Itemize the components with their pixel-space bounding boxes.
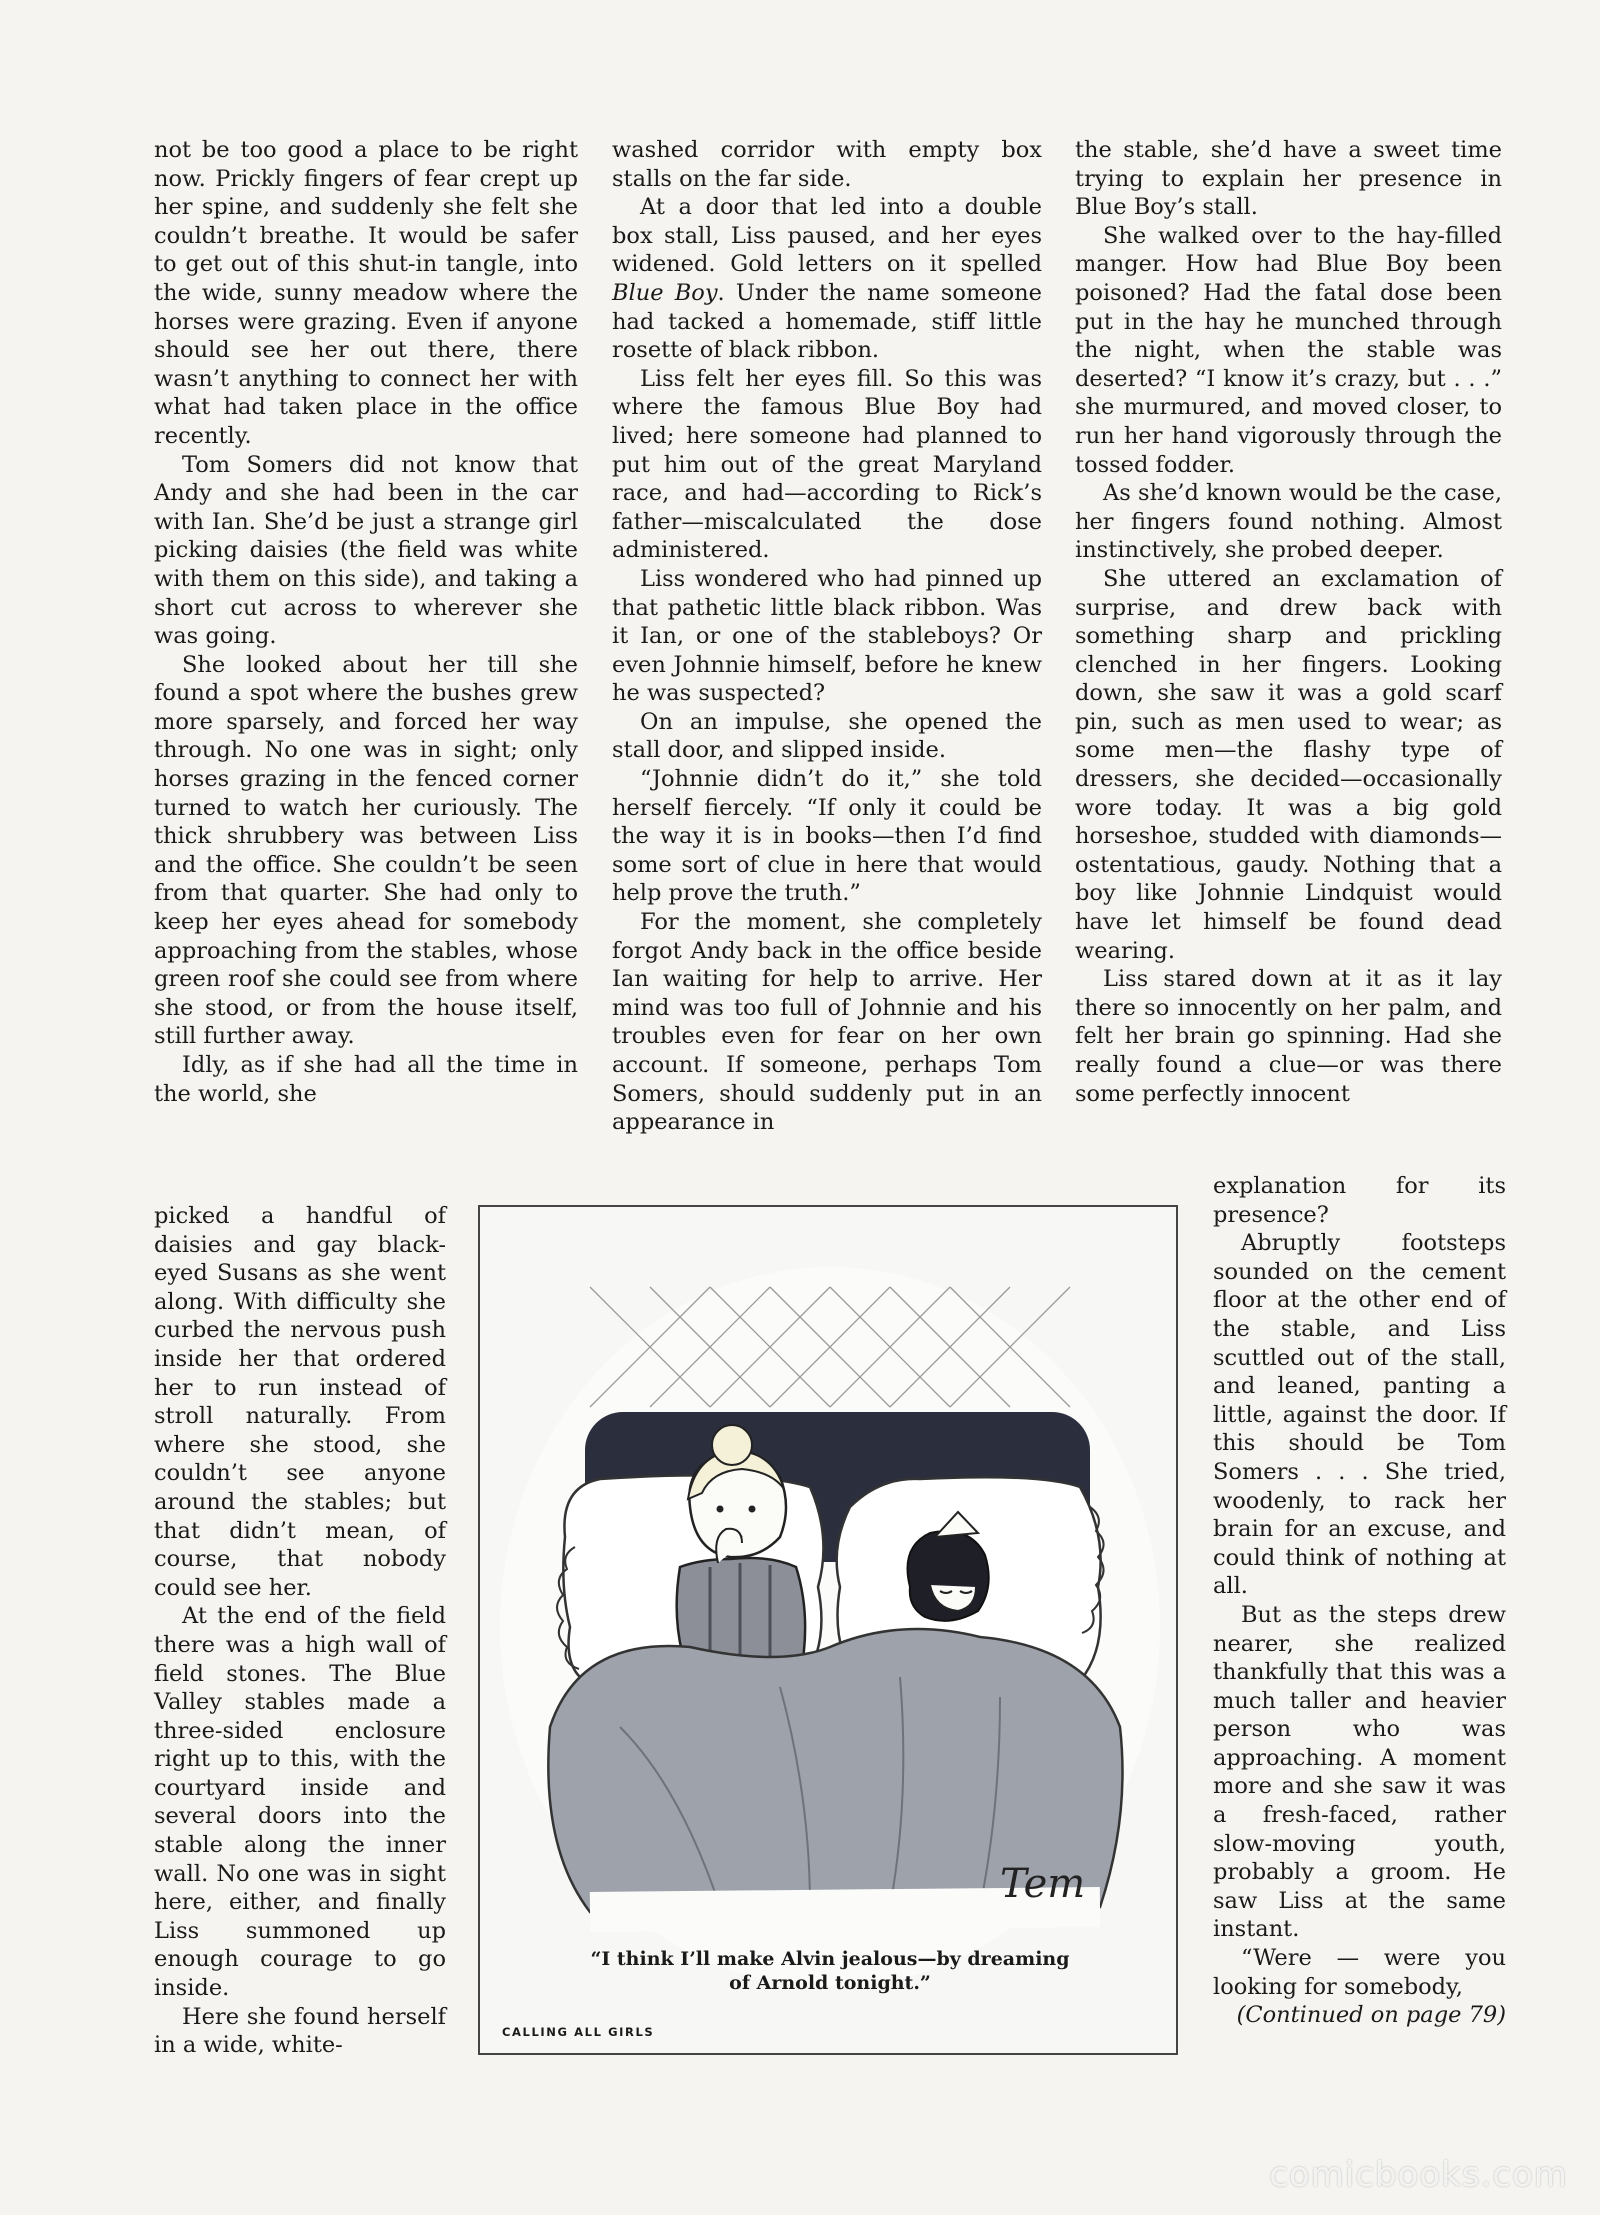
- paragraph: Liss felt her eyes fill. So this was where the famous Blue Boy had lived; here someone had planned to put him out of the great Maryland race, and had—according to Rick’s father—miscalculated the dose administered.: [612, 365, 1042, 564]
- paragraph: the stable, she’d have a sweet time trying to explain her presence in Blue Boy’s stall.: [1075, 137, 1502, 221]
- paragraph: not be too good a place to be right now. Prickly fingers of fear crept up her spine, and suddenly she felt she couldn’t breathe. It would be safer to get out of this shut-in tangle, into the wide, sunny meadow where the horses were grazing. Even if anyone should see her out there, there wasn’t anything to connect her with what had taken place in the office recently.: [154, 137, 578, 449]
- paragraph: Liss stared down at it as it lay there so innocently on her palm, and felt her brain go spinning. Had she really found a clue—or was there some perfectly innocent: [1075, 966, 1502, 1107]
- artist-signature: Tem: [1000, 1861, 1086, 1907]
- cartoon-caption: [520, 1947, 1140, 1995]
- text-run: At a door that led into a double box stall, Liss paused, and her eyes widened. Gold letters on it spelled: [612, 194, 1042, 278]
- story-column-2: [612, 136, 1042, 1137]
- paragraph: Idly, as if she had all the time in the world, she: [154, 1052, 578, 1107]
- paragraph: Liss wondered who had pinned up that pathetic little black ribbon. Was it Ian, or one of the stableboys? Or even Johnnie himself, before he knew he was suspected?: [612, 565, 1042, 707]
- story-column-3-bottom: [1213, 1172, 1506, 2030]
- story-column-3-top: [1075, 136, 1502, 1108]
- paragraph: Tom Somers did not know that Andy and she had been in the car with Ian. She’d be just a strange girl picking daisies (the field was white with them on this side), and taking a short cut across to wherever she was going.: [154, 451, 578, 650]
- paragraph: She looked about her till she found a spot where the bushes grew more sparsely, and forced her way through. No one was in sight; only horses grazing in the fenced corner turned to watch her curiously. The thick shrubbery was between Liss and the office. She couldn’t be seen from that quarter. She had only to keep her eyes ahead for somebody approaching from the stables, whose green roof she could see from where she stood, or from the house itself, still further away.: [154, 651, 578, 1050]
- paragraph: Abruptly footsteps sounded on the cement floor at the other end of the stable, and Liss scuttled out of the stall, and leaned, panting a little, against the door. If this should be Tom Somers . . . She tried, woodenly, to rack her brain for an excuse, and could think of nothing at all.: [1213, 1230, 1506, 1600]
- paragraph: At the end of the field there was a high wall of field stones. The Blue Valley stables made a three-sided enclosure right up to this, with the courtyard inside and several doors into the stable along the inner wall. No one was in sight here, either, and finally Liss summoned up enough courage to go inside.: [154, 1603, 446, 2002]
- cartoon-panel: [478, 1205, 1178, 2055]
- paragraph: washed corridor with empty box stalls on the far side.: [612, 137, 1042, 192]
- watermark: comicbooks.com: [1269, 2155, 1568, 2195]
- cartoon-illustration: [480, 1207, 1176, 2053]
- paragraph: picked a handful of daisies and gay black-eyed Susans as she went along. With difficulty she curbed the nervous push inside her that ordered her to run instead of stroll naturally. From where she stood, she couldn’t see anyone around the stables; but that didn’t mean, of course, that nobody could see her.: [154, 1203, 446, 1601]
- magazine-credit: CALLING ALL GIRLS: [502, 2025, 655, 2039]
- paragraph: But as the steps drew nearer, she realized thankfully that this was a much taller and heavier person who was approaching. A moment more and she saw it was a fresh-faced, rather slow-moving youth, probably a groom. He saw Liss at the same instant.: [1213, 1601, 1506, 1943]
- paragraph: “Johnnie didn’t do it,” she told herself fiercely. “If only it could be the way it is in books—then I’d find some sort of clue in here that would help prove the truth.”: [612, 766, 1042, 907]
- story-column-1-top: [154, 136, 578, 1108]
- paragraph: On an impulse, she opened the stall door, and slipped inside.: [612, 708, 1042, 764]
- text-run: . Under the name someone had tacked a homemade, stiff little rosette of black ribbon.: [612, 279, 1042, 364]
- paragraph: She uttered an exclamation of surprise, and drew back with something sharp and prickling clenched in her fingers. Looking down, she saw it was a gold scarf pin, such as men used to wear; as some men—the flashy type of dressers, she decided—occasionally wore today. It was a big gold horseshoe, studded with diamonds—ostentatious, gaudy. Nothing that a boy like Johnnie Lindquist would have let himself be found dead wearing.: [1075, 565, 1502, 964]
- paragraph: “Were — were you looking for somebody,: [1213, 1945, 1506, 2000]
- continued-link: (Continued on page 79): [1236, 2002, 1506, 2029]
- continued-note: [1213, 2001, 1506, 2030]
- caption-line: “I think I’ll make Alvin jealous—by dreaming: [590, 1948, 1070, 1970]
- story-column-1-bottom: [154, 1202, 446, 2060]
- paragraph: explanation for its presence?: [1213, 1173, 1506, 1228]
- paragraph: Here she found herself in a wide, white-: [154, 2003, 446, 2059]
- stall-name: Blue Boy: [612, 279, 718, 306]
- paragraph: As she’d known would be the case, her fingers found nothing. Almost instinctively, she probed deeper.: [1075, 480, 1502, 564]
- caption-line: of Arnold tonight.”: [729, 1972, 931, 1994]
- paragraph: [612, 193, 1042, 365]
- paragraph: For the moment, she completely forgot Andy back in the office beside Ian waiting for help to arrive. Her mind was too full of Johnnie and his troubles even for fear on her own account. If someone, perhaps Tom Somers, should suddenly put in an appearance in: [612, 909, 1042, 1136]
- paragraph: She walked over to the hay-filled manger. How had Blue Boy been poisoned? Had the fatal dose been put in the hay he munched through the night, when the stable was deserted? “I know it’s crazy, but . . .” she murmured, and moved closer, to run her hand vigorously through the tossed fodder.: [1075, 222, 1502, 478]
